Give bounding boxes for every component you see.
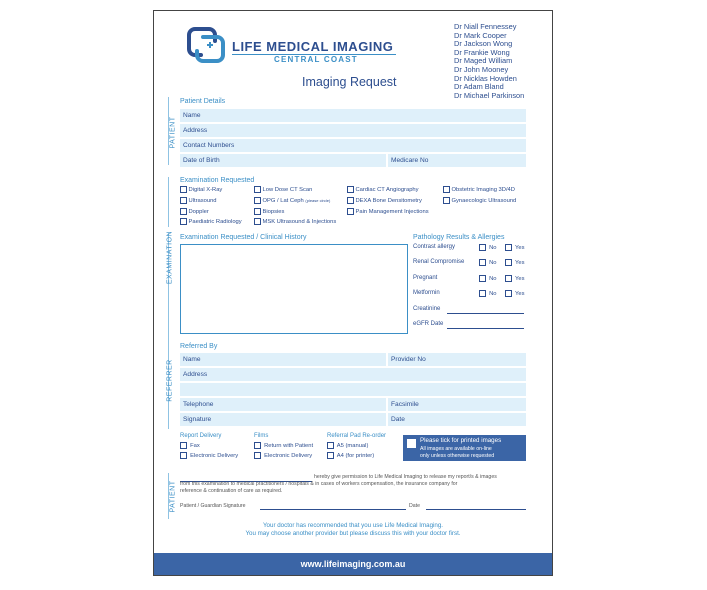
checkbox[interactable] bbox=[505, 259, 512, 266]
exam-option[interactable]: Biopsies bbox=[254, 208, 284, 215]
referrer-side-label: REFERRER bbox=[166, 359, 174, 402]
checkbox[interactable] bbox=[254, 197, 261, 204]
exam-option[interactable]: OPG / Lat Ceph (please circle) bbox=[254, 197, 330, 204]
checkbox[interactable] bbox=[443, 197, 450, 204]
doctor-name: Dr Jackson Wong bbox=[454, 39, 513, 49]
doctor-name: Dr Frankie Wong bbox=[454, 47, 510, 57]
please-circle-note: (please circle) bbox=[305, 198, 331, 204]
consent-side-label: PATIENT bbox=[169, 480, 177, 513]
films-heading: Films bbox=[254, 433, 269, 439]
doctor-name: Dr Mark Cooper bbox=[454, 30, 507, 40]
referrer-heading: Referred By bbox=[180, 343, 218, 350]
referral-pad-heading: Referral Pad Re-order bbox=[327, 433, 387, 439]
logo-icon bbox=[181, 25, 231, 65]
doctor-name: Dr John Mooney bbox=[454, 64, 509, 74]
exam-option[interactable]: Low Dose CT Scan bbox=[254, 186, 312, 193]
doctor-name: Dr Adam Bland bbox=[454, 82, 504, 92]
referral-pad-option[interactable]: A4 (for printer) bbox=[327, 452, 374, 459]
creatinine-label: Creatinine bbox=[413, 306, 441, 312]
printed-images-checkbox[interactable] bbox=[407, 439, 416, 448]
doctor-name: Dr Maged William bbox=[454, 56, 513, 66]
yes-option[interactable]: Yes bbox=[505, 275, 524, 282]
checkbox[interactable] bbox=[180, 452, 187, 459]
page-title: Imaging Request bbox=[302, 75, 397, 89]
exam-option[interactable]: Pain Management Injections bbox=[347, 208, 429, 215]
checkbox[interactable] bbox=[479, 244, 486, 251]
footer-url[interactable]: www.lifeimaging.com.au bbox=[154, 553, 552, 575]
no-option[interactable]: No bbox=[479, 244, 497, 251]
patient-medicare-field[interactable] bbox=[388, 154, 526, 167]
clinical-heading: Examination Requested / Clinical History bbox=[180, 234, 307, 241]
checkbox[interactable] bbox=[327, 452, 334, 459]
consent-date-label: Date bbox=[409, 503, 420, 509]
films-option[interactable]: Electronic Delivery bbox=[254, 452, 312, 459]
checkbox[interactable] bbox=[254, 218, 261, 225]
checkbox[interactable] bbox=[347, 208, 354, 215]
checkbox[interactable] bbox=[254, 186, 261, 193]
report-delivery-option[interactable]: Electronic Delivery bbox=[180, 452, 238, 459]
no-option[interactable]: No bbox=[479, 290, 497, 297]
patient-address-field[interactable] bbox=[180, 124, 526, 137]
referrer-provider-field[interactable]: Provider No bbox=[388, 353, 526, 366]
brand-region: CENTRAL COAST bbox=[274, 55, 358, 64]
exam-option[interactable]: Obstetric Imaging 3D/4D bbox=[443, 186, 515, 193]
report-delivery-option[interactable]: Fax bbox=[180, 442, 200, 449]
brand-name: LIFE MEDICAL IMAGING bbox=[232, 39, 394, 54]
exam-heading: Examination Requested bbox=[180, 177, 255, 184]
consent-date-line[interactable] bbox=[426, 509, 526, 510]
pathology-item: Contrast allergy bbox=[413, 244, 456, 250]
consent-signature-label: Patient / Guardian Signature bbox=[180, 503, 246, 509]
patient-contact-field[interactable] bbox=[180, 139, 526, 152]
exam-option[interactable]: DEXA Bone Densitometry bbox=[347, 197, 422, 204]
referrer-telephone-field[interactable]: Telephone bbox=[180, 398, 386, 411]
referrer-name-field[interactable]: Name bbox=[180, 353, 386, 366]
exam-option[interactable]: Doppler bbox=[180, 208, 209, 215]
patient-dob-field[interactable] bbox=[180, 154, 386, 167]
checkbox[interactable] bbox=[254, 208, 261, 215]
patient-name-field[interactable] bbox=[180, 109, 526, 122]
printed-images-title: Please tick for printed images bbox=[420, 437, 502, 444]
creatinine-line[interactable] bbox=[447, 313, 524, 314]
pathology-item: Metformin bbox=[413, 290, 440, 296]
checkbox[interactable] bbox=[180, 208, 187, 215]
clinical-history-input[interactable] bbox=[180, 244, 408, 334]
footer-note-line1: Your doctor has recommended that you use Life Medical Imaging. bbox=[263, 522, 443, 529]
printed-images-line1: All images are available on-line bbox=[420, 446, 492, 452]
checkbox[interactable] bbox=[254, 442, 261, 449]
checkbox[interactable] bbox=[347, 197, 354, 204]
referrer-signature-field[interactable]: Signature bbox=[180, 413, 386, 426]
exam-option[interactable]: Paediatric Radiology bbox=[180, 218, 242, 225]
patient-medicare-label: Medicare No bbox=[391, 157, 429, 164]
checkbox[interactable] bbox=[347, 186, 354, 193]
checkbox[interactable] bbox=[327, 442, 334, 449]
consent-text-2: from this examination to medical practitioners / hospitals & in cases of workers compensation, the insurance company for bbox=[180, 481, 458, 487]
checkbox[interactable] bbox=[180, 186, 187, 193]
checkbox[interactable] bbox=[180, 197, 187, 204]
footer-note bbox=[154, 522, 552, 538]
doctor-name: Dr Nicklas Howden bbox=[454, 73, 517, 83]
referrer-address-field[interactable]: Address bbox=[180, 368, 526, 381]
checkbox[interactable] bbox=[443, 186, 450, 193]
patient-name-label: Name bbox=[183, 112, 201, 119]
checkbox[interactable] bbox=[254, 452, 261, 459]
checkbox[interactable] bbox=[505, 244, 512, 251]
yes-option[interactable]: Yes bbox=[505, 290, 524, 297]
patient-side-label: PATIENT bbox=[169, 116, 177, 149]
no-option[interactable]: No bbox=[479, 259, 497, 266]
checkbox[interactable] bbox=[479, 290, 486, 297]
doctor-list bbox=[454, 23, 524, 100]
exam-option[interactable]: Digital X-Ray bbox=[180, 186, 222, 193]
checkbox[interactable] bbox=[505, 290, 512, 297]
yes-option[interactable]: Yes bbox=[505, 244, 524, 251]
doctor-name: Dr Michael Parkinson bbox=[454, 90, 525, 100]
referrer-address-line-2[interactable] bbox=[180, 383, 526, 396]
printed-images-line2: only unless otherwise requested bbox=[420, 453, 495, 459]
referrer-facsimile-field[interactable]: Facsimile bbox=[388, 398, 526, 411]
printed-images-box[interactable] bbox=[403, 435, 526, 461]
exam-divider bbox=[168, 177, 169, 227]
egfr-label: eGFR Date bbox=[413, 321, 444, 327]
imaging-request-form bbox=[153, 10, 553, 576]
no-option[interactable]: No bbox=[479, 275, 497, 282]
exam-option[interactable]: MSK Ultrasound & Injections bbox=[254, 218, 336, 225]
pathology-item: Renal Compromise bbox=[413, 259, 465, 265]
checkbox[interactable] bbox=[180, 218, 187, 225]
patient-dob-label: Date of Birth bbox=[183, 157, 220, 164]
exam-option[interactable]: Cardiac CT Angiography bbox=[347, 186, 419, 193]
pathology-heading: Pathology Results & Allergies bbox=[413, 234, 505, 241]
report-delivery-heading: Report Delivery bbox=[180, 433, 222, 439]
doctor-name: Dr Niall Fennessey bbox=[454, 22, 517, 31]
checkbox[interactable] bbox=[505, 275, 512, 282]
footer-note-line2: You may choose another provider but please discuss this with your doctor first. bbox=[245, 530, 461, 537]
pathology-item: Pregnant bbox=[413, 275, 438, 281]
exam-option[interactable]: Ultrasound bbox=[180, 197, 217, 204]
checkbox[interactable] bbox=[479, 275, 486, 282]
consent-text-3: reference & continuation of care as required. bbox=[180, 488, 283, 494]
checkbox[interactable] bbox=[180, 442, 187, 449]
exam-option[interactable]: Gynaecologic Ultrasound bbox=[443, 197, 516, 204]
consent-text-1: hereby give permission to Life Medical Imaging to release my report/s & images bbox=[314, 474, 497, 480]
patient-contact-label: Contact Numbers bbox=[183, 142, 235, 149]
referrer-date-field[interactable]: Date bbox=[388, 413, 526, 426]
yes-option[interactable]: Yes bbox=[505, 259, 524, 266]
referral-pad-option[interactable]: A5 (manual) bbox=[327, 442, 368, 449]
patient-heading: Patient Details bbox=[180, 98, 226, 105]
examination-side-label: EXAMINATION bbox=[166, 230, 174, 285]
consent-signature-line[interactable] bbox=[260, 509, 406, 510]
films-option[interactable]: Return with Patient bbox=[254, 442, 313, 449]
checkbox[interactable] bbox=[479, 259, 486, 266]
patient-address-label: Address bbox=[183, 127, 208, 134]
egfr-line[interactable] bbox=[447, 328, 524, 329]
